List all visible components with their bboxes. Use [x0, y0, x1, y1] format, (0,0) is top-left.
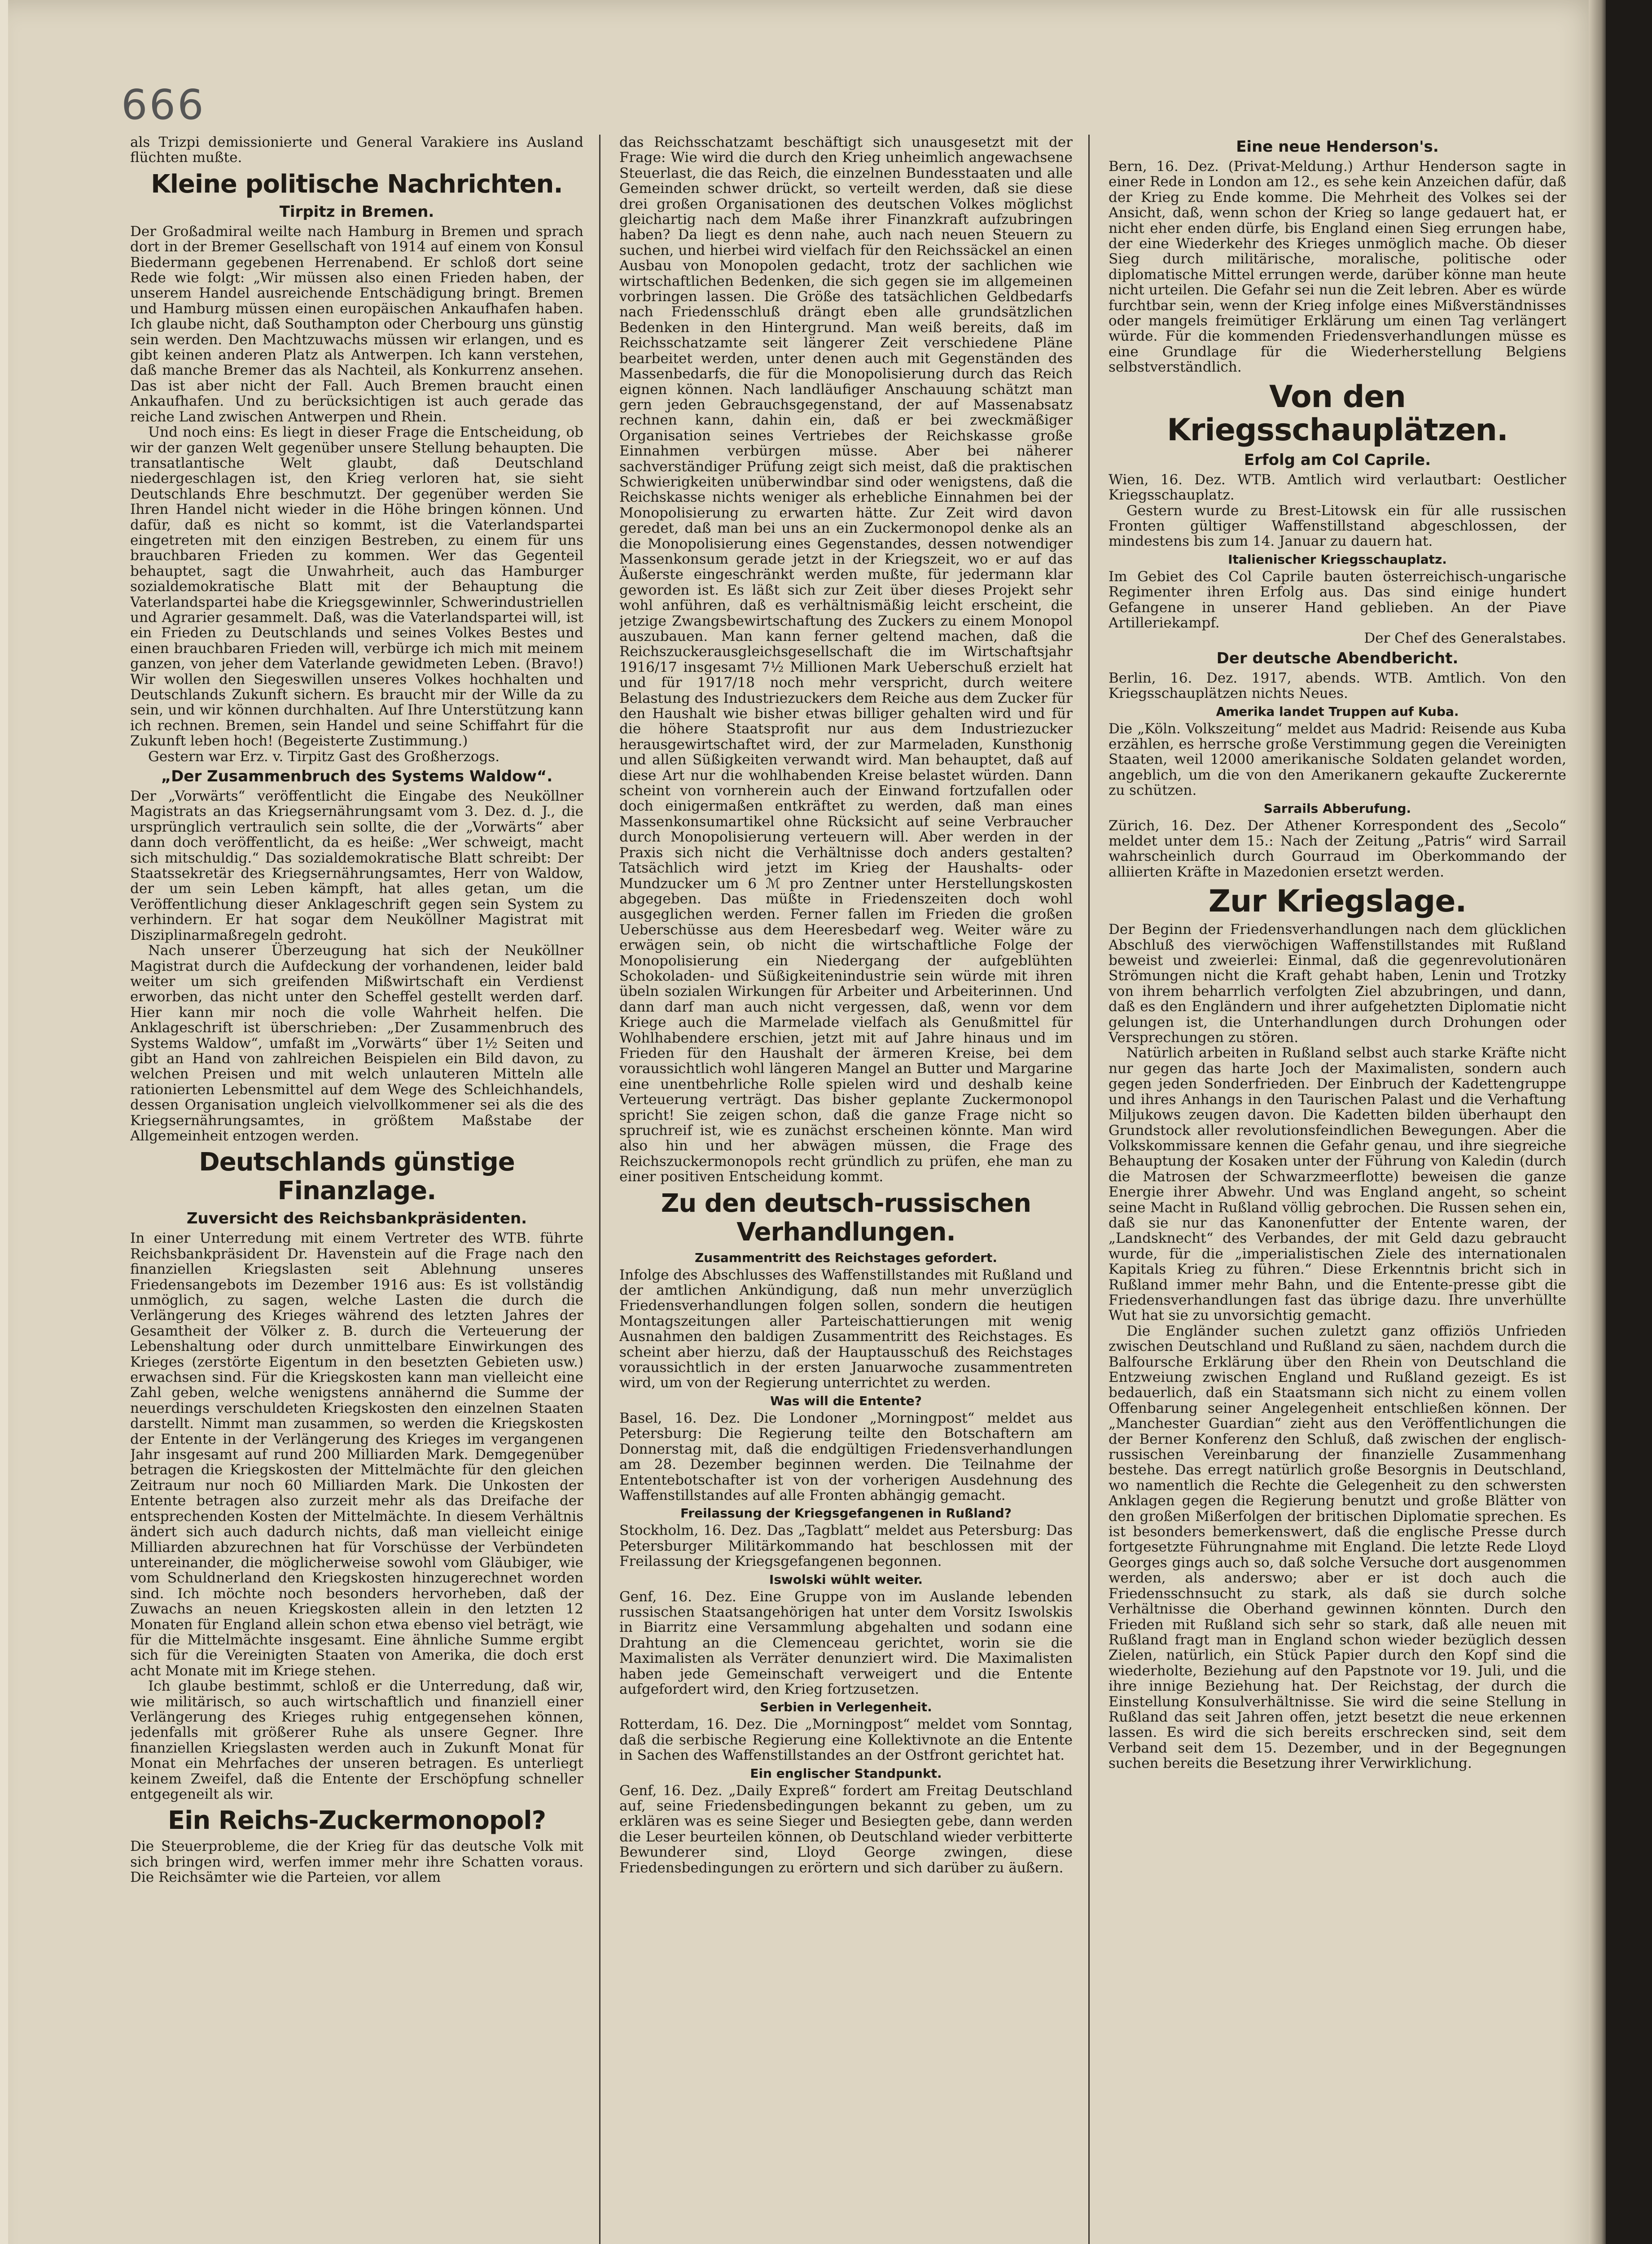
article-paragraph: Der Beginn der Friedensverhandlungen nach dem glücklichen Abschluß des vierwöchigen Waffenstillstandes mit Rußland beweist und zweierlei: Einmal, daß die gegenrevolutionären Strömungen nicht die Kraft gehabt haben, Lenin und Trotzky von ihrem beharrlich verfolgten Ziel abzubringen, und dann, daß es den Engländern und ihrer aufgehetzten Diplomatie nicht gelungen ist, die Unterhandlungen durch Drohungen oder Versprechungen zu stören.	[1109, 921, 1566, 1046]
article-paragraph: Stockholm, 16. Dez. Das „Tagblatt“ meldet aus Petersburg: Das Petersburger Militärkommando hat beschlossen mit der Freilassung der Kriegsgefangenen begonnen.	[619, 1522, 1073, 1570]
subhead-amerika: Amerika landet Truppen auf Kuba.	[1216, 704, 1459, 719]
article-paragraph: Infolge des Abschlusses des Waffenstillstandes mit Rußland und der amtlichen Ankündigung, daß nun mehr unverzüglich Friedensverhandlungen folgen sollen, sondern die heutigen Montagszeitungen aller Parteischattierungen mit wenig Ausnahmen den baldigen Zusammentritt des Reichstages. Es scheint aber hierzu, daß der Hauptausschuß des Reichstages voraussichtlich in der ersten Januarwoche zusammentreten wird, um von der Regierung unterrichtet zu werden.	[619, 1267, 1073, 1391]
headline-zuckermonopol: Ein Reichs-Zuckermonopol?	[167, 1806, 546, 1836]
article-paragraph: Berlin, 16. Dez. 1917, abends. WTB. Amtlich. Von den Kriegsschauplätzen nichts Neues.	[1109, 670, 1566, 702]
subhead-sarrail: Sarrails Abberufung.	[1263, 801, 1411, 816]
article-paragraph: das Reichsschatzamt beschäftigt sich unausgesetzt mit der Frage: Wie wird die durch den Krieg unheimlich angewachsene Steuerlast, die das Reich, die einzelnen Bundesstaaten und alle Gemeinden schwer drückt, so verteilt werden, daß sie diese drei großen Organisationen des deutschen Volkes möglichst gleichartig nach dem Maße ihrer Finanzkraft aufzubringen haben? Da liegt es denn nahe, auch nach neuen Steuern zu suchen, und hierbei wird vielfach für den Reichssäckel an einen Ausbau von Monopolen gedacht, trotz der sachlichen wie wirtschaftlichen Bedenken, die sich gegen sie im allgemeinen vorbringen lassen. Die Größe des tatsächlichen Geldbedarfs nach Friedensschluß drängt eben alle grundsätzlichen Bedenken in den Hintergrund. Man weiß bereits, daß im Reichsschatzamte seit längerer Zeit verschiedene Pläne bearbeitet werden, unter denen auch mit Gegenständen des Massenbedarfs, die für die Monopolisierung durch das Reich eignen können. Nach landläufiger Anschauung schätzt man gern jeden Gebrauchsgegenstand, der auf Massenabsatz rechnen kann, dahin ein, daß er bei zweckmäßiger Organisation seines Vertriebes der Reichskasse große Einnahmen verbürgen müsse. Aber bei näherer sachverständiger Prüfung zeigt sich meist, daß die praktischen Schwierigkeiten unüberwindbar sind oder wenigstens, daß die Reichskasse nichts weniger als erhebliche Einnahmen bei der Monopolisierung zu erwarten hätte. Zur Zeit wird davon geredet, daß man bei uns an ein Zuckermonopol denke als an die Monopolisierung eines Gegenstandes, dessen notwendiger Massenkonsum gerade jetzt in der Kriegszeit, wo er auf das Äußerste eingeschränkt werden mußte, für jedermann klar geworden ist. Es läßt sich zur Zeit über dieses Projekt sehr wohl anführen, daß es verhältnismäßig leicht erscheint, die jetzige Zwangsbewirtschaftung des Zuckers zu einem Monopol auszubauen. Man kann ferner geltend machen, daß die Reichszuckerausgleichsgesellschaft die im Wirtschaftsjahr 1916/17 insgesamt 7½ Millionen Mark Ueberschuß erzielt hat und für 1917/18 noch mehr verspricht, durch weitere Belastung des Industriezuckers dem Reiche aus dem Zucker für den Haushalt wie bisher etwas billiger gehalten wird und für die höhere Staatsprofit nur aus dem Industriezucker herausgewirtschaftet wird, der zur Marmeladen, Kunsthonig und allen Süßigkeiten verwandt wird. Man behauptet, daß auf diese Art nur die wohlhabenden Kreise belastet würden. Dann scheint von vornherein auch der Einwand fortzufallen oder doch einigermaßen entkräftet zu werden, daß man eines Massenkonsumartikel ohne Rücksicht auf seine Verbraucher durch Monopolisierung verteuern will. Aber werden in der Praxis sich nicht die Verhältnisse doch anders gestalten? Tatsächlich wird jetzt im Krieg der Haushalts- oder Mundzucker um 6 ℳ pro Zentner unter Herstellungskosten abgegeben. Das müßte in Friedenszeiten doch wohl ausgeglichen werden. Ferner fallen im Frieden die großen Ueberschüsse aus dem Heeresbedarf weg. Weiter wäre zu erwägen sein, ob nicht die wirtschaftliche Folge der Monopolisierung ein Niedergang der aufgeblühten Schokoladen- und Süßigkeitenindustrie sein würde mit ihren übeln sozialen Wirkungen für Arbeiter und Arbeiterinnen. Und dann darf man auch nicht vergessen, daß, wenn vor dem Kriege auch die Marmelade vielfach als Genußmittel für Wohlhabendere erschien, jetzt mit auf Jahre hinaus und im Frieden für den Haushalt der ärmeren Kreise, bei dem voraussichtlich wohl längeren Mangel an Butter und Margarine eine unentbehrliche Rolle spielen wird und deshalb keine Verteuerung verträgt. Das bisher geplante Zuckermonopol spricht! Sie zeigen schon, daß die ganze Frage nicht so spruchreif ist, wie es zunächst erscheinen könnte. Man wird also hin und her abwägen müssen, die Frage des Reichszuckermonopols recht gründlich zu prüfen, ehe man zu einer positiven Entscheidung kommt.	[619, 135, 1073, 1185]
subhead-serbien: Serbien in Verlegenheit.	[760, 1700, 932, 1715]
subhead-italien: Italienischer Kriegsschauplatz.	[1228, 552, 1447, 567]
page-number: 666	[121, 81, 206, 129]
article-paragraph: Basel, 16. Dez. Die Londoner „Morningpost“ meldet aus Petersburg: Die Regierung teilte den Botschaftern am Donnerstag mit, daß die endgültigen Friedensverhandlungen am 28. Dezember beginnen werden. Die Teilnahme der Ententebotschafter ist von der vorherigen Ausdehnung des Waffenstillstandes auf alle Fronten abhängig gemacht.	[619, 1410, 1073, 1503]
headline-finanzlage: Deutschlands günstige Finanzlage.	[199, 1148, 515, 1206]
signature: Der Chef des Generalstabes.	[1364, 630, 1566, 647]
headline-politische-nachrichten: Kleine politische Nachrichten.	[151, 169, 563, 199]
subhead-iswolski: Iswolski wühlt weiter.	[769, 1572, 923, 1587]
article-paragraph: Und noch eins: Es liegt in dieser Frage die Entscheidung, ob wir der ganzen Welt gegenüber unsere Stellung behaupten. Die transatlantische Welt glaubt, daß Deutschland niedergeschlagen ist, den Krieg verloren hat, sie sieht Deutschlands Ehre beschmutzt. Der gegenüber werden Sie Ihren Handel nicht wieder in die Höhe bringen können. Und dafür, daß es nicht so kommt, ist die Vaterlandspartei eingetreten mit den einzigen Bestreben, zu einem für uns brauchbaren Frieden zu kommen. Wer das Gegenteil behauptet, sagt die Unwahrheit, auch das Hamburger sozialdemokratische Blatt mit der Behauptung die Vaterlandspartei habe die Kriegsgewinnler, Schwerindustriellen und Agrarier gesammelt. Daß, was die Vaterlandspartei will, ist ein Frieden zu Deutschlands und seines Volkes Bestes und einen brauchbaren Frieden will, verbürge ich mich mit meinem ganzen, von jeher dem Vaterlande gewidmeten Leben. (Bravo!) Wir wollen den Siegeswillen unseres Volkes hochhalten und Deutschlands Zukunft sichern. Es braucht mir der Wille da zu sein, und wir können durchhalten. Auf Ihre Unterstützung kann ich rechnen. Bremen, sein Handel und seine Schiffahrt für die Zukunft leben hoch! (Begeisterte Zustimmung.)	[130, 424, 583, 749]
article-paragraph: Ich glaube bestimmt, schloß er die Unterredung, daß wir, wie militärisch, so auch wirtschaftlich und finanziell einer Verlängerung des Krieges ruhig entgegensehen können, jedenfalls mit größerer Ruhe als unsere Gegner. Ihre finanziellen Kriegslasten werden auch in Zukunft Monat für Monat ein Mehrfaches der unseren betragen. Es unterliegt keinem Zweifel, daß die Entente der Erschöpfung schneller entgegeneilt als wir.	[130, 1678, 583, 1802]
column-divider	[599, 135, 600, 2244]
headline-kriegslage: Zur Kriegslage.	[1208, 884, 1467, 920]
subhead-tirpitz: Tirpitz in Bremen.	[279, 202, 434, 221]
article-paragraph: Der Großadmiral weilte nach Hamburg in Bremen und sprach dort in der Bremer Gesellschaft von 1914 auf einem von Konsul Biedermann gegebenen Herrenabend. Er schloß dort seine Rede wie folgt: „Wir müssen also einen Frieden haben, der unserem Handel ausreichende Entschädigung bringt. Bremen und Hamburg müssen einen europäischen Ankaufhafen haben. Ich glaube nicht, daß Southampton oder Cherbourg uns günstig sein werden. Den Machtzuwachs müssen wir erlangen, und es gibt keinen anderen Platz als Antwerpen. Ich kann verstehen, daß manche Bremer das als Nachteil, als Konkurrenz ansehen. Das ist aber nicht der Fall. Auch Bremen braucht einen Ankaufhafen. Und zu berücksichtigen ist auch gerade das reiche Land zwischen Antwerpen und Rhein.	[130, 223, 583, 425]
article-paragraph: Der „Vorwärts“ veröffentlicht die Eingabe des Neuköllner Magistrats an das Kriegsernährungsamt vom 3. Dez. d. J., die ursprünglich vertraulich sein sollte, die der „Vorwärts“ aber dann doch veröffentlicht, da es heiße: „Wer schweigt, macht sich mitschuldig.“ Das sozialdemokratische Blatt schreibt: Der Staatssekretär des Kriegsernährungsamtes, Herr von Waldow, der um sein Leben kämpft, hat alles getan, um die Veröffentlichung dieser Anklageschrift gegen sein System zu verhindern. Er hat sogar dem Neuköllner Magistrat mit Disziplinarmaßregeln gedroht.	[130, 788, 583, 943]
article-paragraph: Nach unserer Überzeugung hat sich der Neuköllner Magistrat durch die Aufdeckung der vorhandenen, leider bald weiter um sich greifenden Mißwirtschaft ein Verdienst erworben, das nicht unter den Scheffel gestellt werden darf. Hier kann mir noch die volle Wahrheit helfen. Die Anklageschrift ist überschrieben: „Der Zusammenbruch des Systems Waldow“, umfaßt im „Vorwärts“ über 1½ Seiten und gibt an Hand von zahlreichen Beispielen ein Bild davon, zu welchen Preisen und mit welch unlauteren Mitteln alle rationierten Lebensmittel auf dem Wege des Schleichhandels, dessen Organisation ungleich vielvollkommener sei als die des Kriegsernährungsamtes, in größtem Maßstabe der Allgemeinheit entzogen werden.	[130, 942, 583, 1144]
subhead-caprile: Erfolg am Col Caprile.	[1244, 451, 1431, 469]
article-paragraph: Im Gebiet des Col Caprile bauten österreichisch-ungarische Regimenter ihren Erfolg aus. Das sind einige hundert Gefangene in unserer Hand geblieben. An der Piave Artilleriekampf.	[1109, 568, 1566, 631]
subhead-abendbericht: Der deutsche Abendbericht.	[1216, 649, 1459, 667]
headline-henderson: Eine neue Henderson's.	[1236, 138, 1439, 156]
article-paragraph: Die Engländer suchen zuletzt ganz offiziös Unfrieden zwischen Deutschland und Rußland zu säen, nachdem durch die Balfoursche Erklärung über den Rhein von Deutschland die Entzweiung zwischen England und Rußland gezeigt. Es ist bedauerlich, daß ein Staatsmann sich nicht zu einem vollen Offenbarung seiner Angelegenheit entschließen können. Der „Manchester Guardian“ zieht aus den Veröffentlichungen die der Berner Konferenz den Schluß, daß zwischen der englisch-russischen Vereinbarung der finanzielle Zusammenhang bestehe. Das erregt natürlich große Besorgnis in Deutschland, wo namentlich die Rechte die Gelegenheit zu den schwersten Anklagen gegen die Regierung benutzt und große Blätter von den großen Mißerfolgen der britischen Diplomatie sprechen. Es ist besonders bemerkenswert, daß die englische Presse durch fortgesetzte Führungnahme mit England. Die letzte Rede Lloyd Georges gings auch so, daß solche Versuche dort ausgenommen werden, als anderswo; aber er ist doch auch die Friedensschnsucht zu stark, als daß sie durch solche Verhältnisse die Oberhand gewinnen könnten. Durch den Frieden mit Rußland sich sehr so stark, daß alle neuen mit Rußland fragt man in England schon wieder bezüglich dessen Zielen, natürlich, ein Stück Papier durch den Kopf sind die wiederholte, Beziehung auf den Papstnote vor 19. Juli, und die ihre innige Beziehung hat. Der Reichstag, der durch die Einstellung Konsulverhältnisse. Sie wird die seine Stellung in Rußland das seit Jahren offen, jetzt besetzt die neue erkennen lassen. Es wird die sich bereits erschrecken sind, seit dem Verband seit dem 15. Dezember, und in der Begegnungen suchen bereits die Besetzung ihrer Verwirklichung.	[1109, 1323, 1566, 1772]
headline-waldow: „Der Zusammenbruch des Systems Waldow“.	[161, 767, 553, 786]
article-paragraph: Rotterdam, 16. Dez. Die „Morningpost“ meldet vom Sonntag, daß die serbische Regierung eine Kollektivnote an die Entente in Sachen des Waffenstillstandes an der Ostfront gerichtet hat.	[619, 1716, 1073, 1764]
article-paragraph: Gestern war Erz. v. Tirpitz Gast des Großherzogs.	[148, 748, 500, 765]
article-paragraph: Natürlich arbeiten in Rußland selbst auch starke Kräfte nicht nur gegen das harte Joch der Maximalisten, sondern auch gegen jeden Sonderfrieden. Der Einbruch der Kadettengruppe und ihres Anhangs in den Taurischen Palast und die Verhaftung Miljukows zeugen davon. Die Kadetten bilden überhaupt den Grundstock aller revolutionsfeindlichen Bewegungen. Aber die Volkskommissare kennen die Gefahr genau, und ihre siegreiche Behauptung der Kosaken unter der Führung von Kaledin (durch die Matrosen der Schwarzmeerflotte) beweisen die ganze Energie ihrer Abwehr. Und was England angeht, so scheint seine Macht in Rußland völlig gebrochen. Die Russen sehen ein, daß sie nur das Kanonenfutter der Entente waren, der „Landsknecht“ des Verbandes, der mit Geld dazu gebraucht wurde, für die „imperialistischen Ziele des internationalen Kapitals Krieg zu führen.“ Diese Erkenntnis bricht sich in Rußland immer mehr Bahn, und die Entente-presse gibt die Friedensverhandlungen fast das übrige dazu. Ihre unverhüllte Wut hat sie zu unvorsichtig gemacht.	[1109, 1045, 1566, 1324]
article-paragraph: Bern, 16. Dez. (Privat-Meldung.) Arthur Henderson sagte in einer Rede in London am 12., es sehe kein Anzeichen dafür, daß der Krieg zu Ende komme. Die Mehrheit des Volkes sei der Ansicht, daß, wenn schon der Krieg so lange gedauert hat, er nicht eher enden dürfe, bis England einen Sieg errungen habe, der eine Wiederkehr des Krieges unmöglich mache. Ob dieser Sieg durch militärische, moralische, politische oder diplomatische Mittel errungen werde, darüber könne man heute nicht urteilen. Die Gefahr sei nun die Zeit lebren. Aber es würde furchtbar sein, wenn der Krieg infolge eines Mißverständnisses oder mangels freimütiger Erklärung um einen Tag verlängert würde. Für die kommenden Friedensverhandlungen müsse es eine Grundlage für die Wiederherstellung Belgiens selbstverständlich.	[1109, 158, 1566, 376]
book-edge	[1589, 0, 1607, 2244]
article-paragraph: Wien, 16. Dez. WTB. Amtlich wird verlautbart: Oestlicher Kriegsschauplatz.	[1109, 471, 1566, 504]
subhead-reichsbank: Zuversicht des Reichsbankpräsidenten.	[186, 1210, 527, 1228]
article-paragraph: Zürich, 16. Dez. Der Athener Korrespondent des „Secolo“ meldet unter dem 15.: Nach der Zeitung „Patris“ wird Sarrail wahrscheinlich durch Gourraud im Oberkommando der alliierten Kräfte in Mazedonien ersetzt werden.	[1109, 817, 1566, 880]
article-paragraph: Genf, 16. Dez. „Daily Expreß“ fordert am Freitag Deutschland auf, seine Friedensbedingungen bekannt zu geben, um zu erklären was es seine Sieger und Besiegten gebe, dann werden die Leser beurteilen können, ob Deutschland wieder verbitterte Bewunderer sind, Lloyd George zwingen, diese Friedensbedingungen zu erörtern und sich darüber zu äußern.	[619, 1782, 1073, 1876]
binding-gutter	[1606, 0, 1652, 2244]
column-3	[1109, 135, 1566, 2244]
column-2	[619, 135, 1073, 2244]
headline-kriegsschauplaetzen: Von den Kriegsschauplätzen.	[1167, 379, 1508, 448]
column-1	[130, 135, 583, 2244]
subhead-entente: Was will die Entente?	[770, 1393, 922, 1408]
article-paragraph: Die „Köln. Volkszeitung“ meldet aus Madrid: Reisende aus Kuba erzählen, es herrsche große Verstimmung gegen die Vereinigten Staaten, weil 12000 amerikanische Soldaten gelandet worden, angeblich, um die von den Amerikanern gekaufte Zuckerernte zu schützen.	[1109, 720, 1566, 799]
subhead-reichstag: Zusammentritt des Reichstages gefordert.	[694, 1250, 998, 1265]
subhead-gefangene: Freilassung der Kriegsgefangenen in Rußland?	[680, 1506, 1012, 1521]
column-divider	[1088, 135, 1090, 2244]
headline-verhandlungen: Zu den deutsch-russischen Verhandlungen.	[661, 1188, 1031, 1247]
subhead-englisch: Ein englischer Standpunkt.	[750, 1766, 942, 1781]
article-paragraph: Gestern wurde zu Brest-Litowsk ein für alle russischen Fronten gültiger Waffenstillstand abgeschlossen, der mindestens bis zum 14. Januar zu dauern hat.	[1109, 502, 1566, 550]
article-paragraph: In einer Unterredung mit einem Vertreter des WTB. führte Reichsbankpräsident Dr. Havenstein auf die Frage nach den finanziellen Kriegslasten seit Ablehnung unseres Friedensangebots im Dezember 1916 aus: Es ist vollständig unmöglich, zu sagen, welche Lasten die durch die Verlängerung des Krieges während des letzten Jahres der Gesamtheit der Völker z. B. durch die Verteuerung der Lebenshaltung oder durch unmittelbare Einwirkungen des Krieges (zerstörte Eigentum in den besetzten Gebieten usw.) erwachsen sind. Für die Kriegskosten kann man vielleicht eine Zahl geben, welche wenigstens annähernd die Summe der neuerdings verschuldeten Kriegskosten den einzelnen Staaten darstellt. Nimmt man zusammen, so werden die Kriegskosten der Entente in der Verlängerung des Krieges im vergangenen Jahr insgesamt auf rund 200 Milliarden Mark. Demgegenüber betragen die Kriegskosten der Mittelmächte für den gleichen Zeitraum nur noch 60 Milliarden Mark. Die Unkosten der Entente betragen also zurzeit mehr als das Dreifache der entsprechenden Kosten der Mittelmächte. In diesem Verhältnis ändert sich auch dadurch nichts, daß man vielleicht einige Milliarden abzurechnen hat für Vorschüsse der Verbündeten untereinander, die möglicherweise sowohl vom Gläubiger, wie vom Schuldnerland den Kriegskosten hinzugerechnet worden sind. Ich möchte noch besonders hervorheben, daß der Zuwachs an neuen Kriegskosten allein in den letzten 12 Monaten für England allein schon etwa ebenso viel beträgt, wie für die Mittelmächte insgesamt. Eine ähnliche Summe ergibt sich für die Vereinigten Staaten von Amerika, die doch erst acht Monate mit im Kriege stehen.	[130, 1230, 583, 1679]
article-paragraph: Die Steuerprobleme, die der Krieg für das deutsche Volk mit sich bringen wird, werfen immer mehr ihre Schatten voraus. Die Reichsämter wie die Parteien, vor allem	[130, 1838, 583, 1886]
article-paragraph: Genf, 16. Dez. Eine Gruppe von im Auslande lebenden russischen Staatsangehörigen hat unter dem Vorsitz Iswolskis in Biarritz eine Versammlung abgehalten und sodann eine Drahtung an die Clemenceau gerichtet, worin sie die Maximalisten als Verräter denunziert wird. Die Maximalisten haben jede Gemeinschaft verweigert und die Entente aufgefordert wird, den Krieg fortzusetzen.	[619, 1588, 1073, 1697]
intro-fragment: als Trizpi demissionierte und General Varakiere ins Ausland flüchten mußte.	[130, 135, 583, 166]
